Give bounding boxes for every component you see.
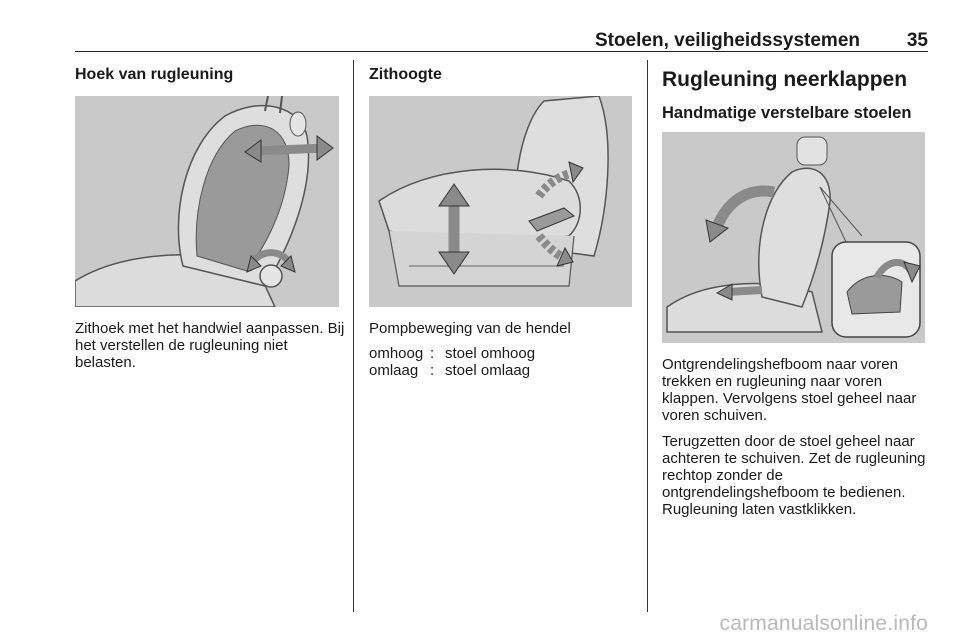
column-divider-2 (647, 60, 648, 612)
term-cell: omlaag (369, 362, 419, 379)
seat-height-table (369, 345, 535, 379)
separator-cell: : (430, 362, 435, 379)
heading-fold-backrest: Rugleuning neerklappen (662, 68, 908, 91)
heading-seat-height: Zithoogte (369, 66, 442, 83)
footer-watermark[interactable]: carmanualsonline.info (719, 612, 928, 635)
table-row (369, 345, 535, 362)
description-cell: stoel omhoog (445, 345, 536, 362)
figure-fold-backrest (662, 132, 925, 343)
table-row (369, 362, 535, 379)
section-title: Stoelen, veiligheidssystemen (594, 30, 860, 51)
figure-backrest-handwheel (75, 96, 339, 307)
description-cell: stoel omlaag (445, 362, 531, 379)
header-rule (75, 51, 928, 52)
column-divider-1 (353, 60, 354, 612)
body-backrest-angle: Zithoek met het handwiel aanpassen. Bij het verstellen de rugleuning niet belasten. (75, 320, 345, 371)
body-return-instructions: Terugzetten door de stoel geheel naar achteren te schuiven. Zet de rugleuning rechtop zonder de ontgrendelingshefboom te bedienen. Rugleuning laten vastklikken. (662, 433, 926, 518)
separator-cell: : (430, 345, 435, 362)
figure-seat-height-lever (369, 96, 632, 307)
term-cell: omhoog (369, 345, 424, 362)
heading-backrest-angle: Hoek van rugleuning (75, 66, 234, 83)
subheading-manual-seats: Handmatige verstelbare stoelen (662, 104, 912, 122)
seat-height-intro: Pompbeweging van de hendel (369, 320, 571, 337)
body-fold-instructions: Ontgrendelingshefboom naar voren trekken en rugleuning naar voren klappen. Vervolgens stoel geheel naar voren schuiven. (662, 356, 917, 424)
page-number: 35 (906, 30, 928, 51)
